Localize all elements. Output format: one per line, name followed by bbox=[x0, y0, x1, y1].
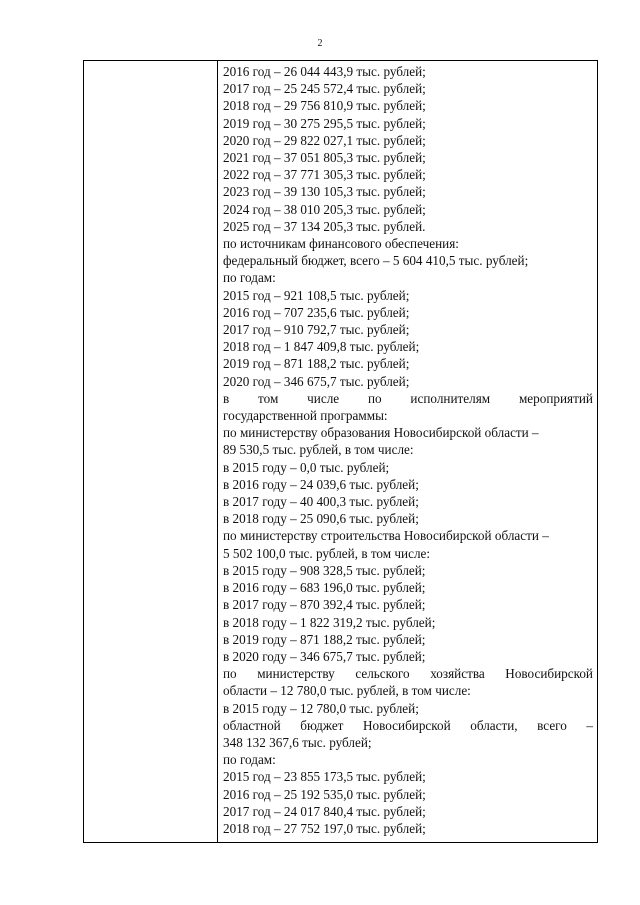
text-line: по источникам финансового обеспечения: bbox=[223, 236, 459, 252]
text-line: областной бюджет Новосибирской области, всего – bbox=[223, 717, 593, 733]
text-line: 2019 год – 30 275 295,5 тыс. рублей; bbox=[223, 115, 426, 131]
table-row bbox=[84, 61, 598, 843]
text-line: 348 132 367,6 тыс. рублей; bbox=[223, 734, 372, 750]
text-line: 2024 год – 38 010 205,3 тыс. рублей; bbox=[223, 201, 426, 217]
text-line: по годам: bbox=[223, 752, 276, 768]
text-line: 2020 год – 346 675,7 тыс. рублей; bbox=[223, 373, 410, 389]
text-line: 2018 год – 27 752 197,0 тыс. рублей; bbox=[223, 820, 426, 836]
text-line: 2015 год – 921 108,5 тыс. рублей; bbox=[223, 287, 410, 303]
text-line: 89 530,5 тыс. рублей, в том числе: bbox=[223, 442, 414, 458]
financing-table bbox=[83, 60, 598, 843]
text-line: в 2015 году – 12 780,0 тыс. рублей; bbox=[223, 700, 419, 716]
text-line: 2018 год – 29 756 810,9 тыс. рублей; bbox=[223, 98, 426, 114]
text-line: в 2016 году – 683 196,0 тыс. рублей; bbox=[223, 580, 426, 596]
text-line: 2017 год – 25 245 572,4 тыс. рублей; bbox=[223, 81, 426, 97]
text-line: по министерству сельского хозяйства Новосибирской bbox=[223, 666, 593, 682]
text-line: 5 502 100,0 тыс. рублей, в том числе: bbox=[223, 545, 431, 561]
text-line: 2017 год – 910 792,7 тыс. рублей; bbox=[223, 322, 410, 338]
page-number: 2 bbox=[317, 38, 323, 49]
financing-details-cell bbox=[218, 61, 598, 843]
text-line: в 2015 году – 0,0 тыс. рублей; bbox=[223, 459, 390, 475]
text-line: области – 12 780,0 тыс. рублей, в том числе: bbox=[223, 683, 471, 699]
text-line: 2016 год – 25 192 535,0 тыс. рублей; bbox=[223, 786, 426, 802]
text-line: в 2017 году – 40 400,3 тыс. рублей; bbox=[223, 494, 419, 510]
text-line: 2016 год – 707 235,6 тыс. рублей; bbox=[223, 304, 410, 320]
text-line: 2025 год – 37 134 205,3 тыс. рублей. bbox=[223, 218, 426, 234]
text-line: по министерству образования Новосибирской области – bbox=[223, 425, 539, 441]
text-line: 2022 год – 37 771 305,3 тыс. рублей; bbox=[223, 167, 426, 183]
text-line: 2019 год – 871 188,2 тыс. рублей; bbox=[223, 356, 410, 372]
text-line: в 2016 году – 24 039,6 тыс. рублей; bbox=[223, 476, 419, 492]
text-line: в 2015 году – 908 328,5 тыс. рублей; bbox=[223, 562, 426, 578]
text-line: 2016 год – 26 044 443,9 тыс. рублей; bbox=[223, 64, 426, 79]
text-line: в 2017 году – 870 392,4 тыс. рублей; bbox=[223, 597, 426, 613]
text-line: государственной программы: bbox=[223, 408, 388, 424]
label-cell bbox=[84, 61, 218, 843]
text-line: в том числе по исполнителям мероприятий bbox=[223, 390, 593, 406]
text-line: в 2018 году – 25 090,6 тыс. рублей; bbox=[223, 511, 419, 527]
text-line: в 2020 году – 346 675,7 тыс. рублей; bbox=[223, 648, 426, 664]
text-line: 2023 год – 39 130 105,3 тыс. рублей; bbox=[223, 184, 426, 200]
text-line: в 2018 году – 1 822 319,2 тыс. рублей; bbox=[223, 614, 436, 630]
text-line: по министерству строительства Новосибирской области – bbox=[223, 528, 549, 544]
text-line: 2017 год – 24 017 840,4 тыс. рублей; bbox=[223, 803, 426, 819]
text-line: 2020 год – 29 822 027,1 тыс. рублей; bbox=[223, 132, 426, 148]
text-line: 2015 год – 23 855 173,5 тыс. рублей; bbox=[223, 769, 426, 785]
text-line: 2021 год – 37 051 805,3 тыс. рублей; bbox=[223, 150, 426, 166]
text-line: в 2019 году – 871 188,2 тыс. рублей; bbox=[223, 631, 426, 647]
text-line: 2018 год – 1 847 409,8 тыс. рублей; bbox=[223, 339, 420, 355]
text-line: федеральный бюджет, всего – 5 604 410,5 тыс. рублей; bbox=[223, 253, 529, 269]
text-line: по годам: bbox=[223, 270, 276, 286]
